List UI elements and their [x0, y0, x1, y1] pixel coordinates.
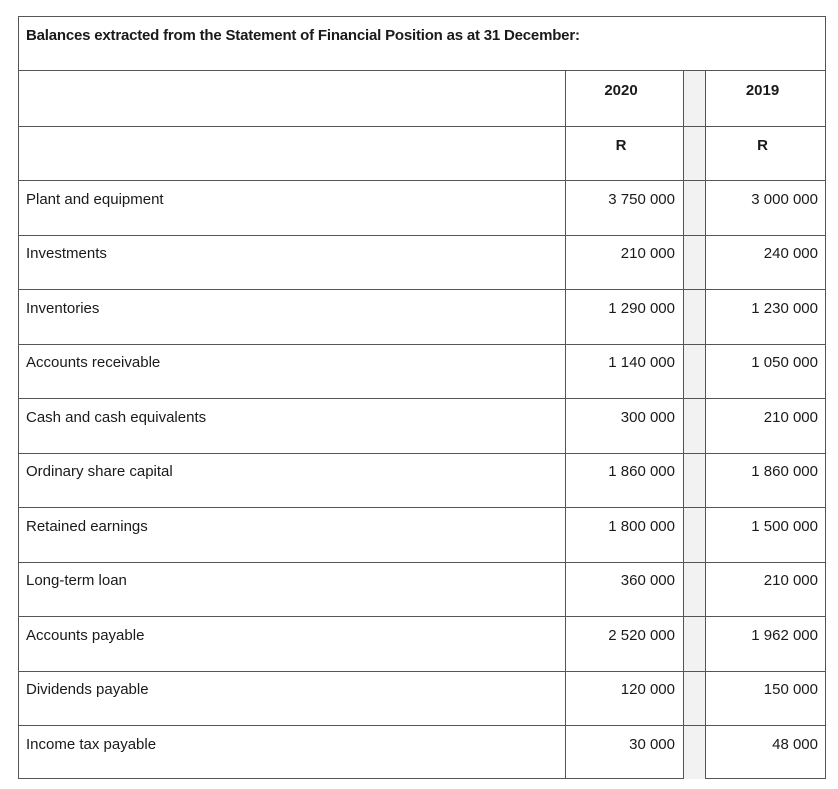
row-divider — [18, 453, 826, 454]
value-2019: 1 500 000 — [751, 518, 818, 535]
value-2019: 48 000 — [772, 736, 818, 753]
value-2019: 210 000 — [763, 572, 818, 589]
value-2020: 3 750 000 — [608, 191, 675, 208]
value-2019: 3 000 000 — [751, 191, 818, 208]
row-divider — [18, 671, 826, 672]
row-label: Retained earnings — [26, 518, 148, 535]
value-2020: 2 520 000 — [608, 627, 675, 644]
column-divider — [565, 71, 566, 779]
row-divider — [18, 562, 826, 563]
value-2020: 1 140 000 — [608, 354, 675, 371]
value-2019: 1 050 000 — [751, 354, 818, 371]
row-divider — [18, 180, 826, 181]
row-divider — [18, 126, 826, 127]
row-label: Plant and equipment — [26, 191, 164, 208]
value-2019: 240 000 — [763, 245, 818, 262]
year-2020-header: 2020 — [604, 82, 638, 99]
value-2020: 1 860 000 — [608, 463, 675, 480]
year-2019-header: 2019 — [745, 82, 780, 99]
unit-2019-header: R — [757, 137, 768, 154]
value-2020: 30 000 — [629, 736, 675, 753]
row-divider — [18, 344, 826, 345]
value-2020: 1 800 000 — [608, 518, 675, 535]
unit-2020-header: R — [615, 137, 627, 154]
row-divider — [18, 725, 826, 726]
value-2020: 1 290 000 — [608, 300, 675, 317]
value-2020: 120 000 — [620, 681, 675, 698]
row-divider — [18, 616, 826, 617]
value-2019: 150 000 — [763, 681, 818, 698]
value-2020: 210 000 — [620, 245, 675, 262]
table-title-row — [18, 16, 826, 71]
value-2019: 210 000 — [763, 409, 818, 426]
table-title: Balances extracted from the Statement of Financial Position as at 31 December: — [26, 27, 580, 44]
value-2019: 1 230 000 — [751, 300, 818, 317]
column-gap — [683, 71, 706, 779]
row-label: Accounts receivable — [26, 354, 161, 371]
value-2019: 1 860 000 — [751, 463, 818, 480]
row-label: Inventories — [26, 300, 100, 317]
value-2019: 1 962 000 — [751, 627, 818, 644]
row-label: Ordinary share capital — [26, 463, 173, 480]
row-label: Accounts payable — [26, 627, 145, 644]
row-divider — [18, 235, 826, 236]
value-2020: 360 000 — [620, 572, 675, 589]
row-label: Dividends payable — [26, 681, 149, 698]
row-label: Cash and cash equivalents — [26, 409, 207, 426]
row-label: Income tax payable — [26, 736, 157, 753]
row-divider — [18, 398, 826, 399]
row-divider — [18, 507, 826, 508]
row-label: Investments — [26, 245, 107, 262]
row-label: Long-term loan — [26, 572, 127, 589]
row-divider — [18, 289, 826, 290]
value-2020: 300 000 — [620, 409, 675, 426]
